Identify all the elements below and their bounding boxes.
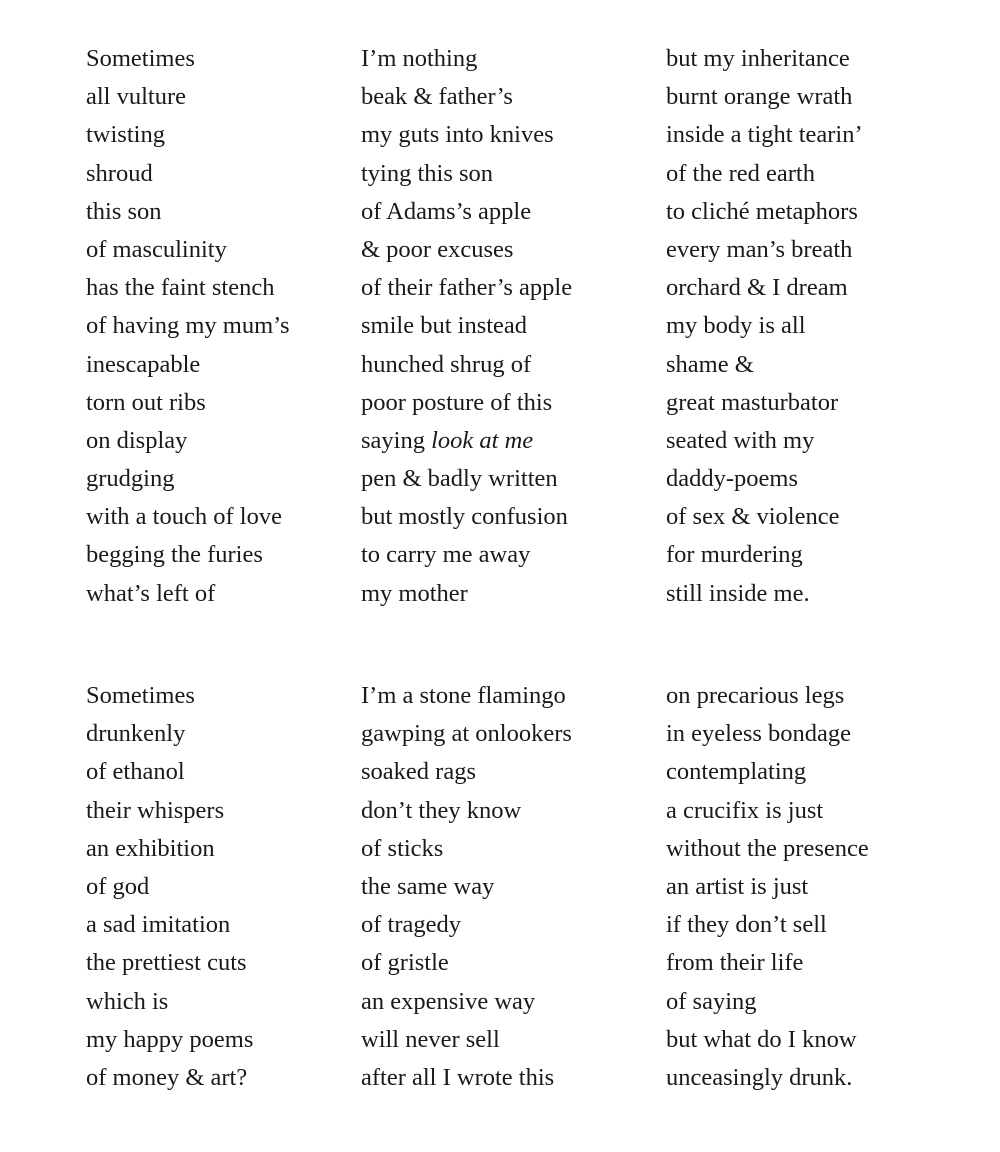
poem-line: an exhibition xyxy=(86,834,215,862)
poem-line: this son xyxy=(86,197,162,225)
poem-line: of tragedy xyxy=(361,911,461,939)
poem-line: all vulture xyxy=(86,83,187,111)
poem-line: on precarious legs xyxy=(666,682,845,709)
poem-line: my guts into knives xyxy=(361,121,554,149)
stanza-1-column-2 xyxy=(361,40,572,613)
poem-line: grudging xyxy=(86,465,175,493)
poem-line: hunched shrug of xyxy=(361,350,532,378)
poem-line: burnt orange wrath xyxy=(666,83,853,111)
poem-line: after all I wrote this xyxy=(361,1063,555,1091)
poem-line: but mostly confusion xyxy=(361,503,568,531)
poem-line: Sometimes xyxy=(86,45,195,72)
poem-line: my happy poems xyxy=(86,1025,254,1053)
poem-line: smile but instead xyxy=(361,312,528,340)
poem-line: contemplating xyxy=(666,758,807,786)
poem-line: from their life xyxy=(666,949,804,977)
poem-line: will never sell xyxy=(361,1025,500,1053)
poem-line: to cliché metaphors xyxy=(666,197,858,225)
stanza-1-column-3 xyxy=(666,40,863,613)
poem-line: the same way xyxy=(361,872,495,900)
poem-line: poor posture of this xyxy=(361,388,553,416)
poem-line: gawping at onlookers xyxy=(361,720,572,748)
poem-line: I’m a stone flamingo xyxy=(361,682,566,709)
poem-line: & poor excuses xyxy=(361,235,514,263)
poem-line: my mother xyxy=(361,579,468,607)
poem-line: soaked rags xyxy=(361,758,476,786)
poem-line: great masturbator xyxy=(666,388,839,416)
poem-line: of the red earth xyxy=(666,159,815,187)
poem-line: of god xyxy=(86,872,150,900)
poem-line: the prettiest cuts xyxy=(86,949,247,977)
poem-line-prefix: saying xyxy=(361,426,432,454)
poem-line: don’t they know xyxy=(361,796,522,824)
poem-line: which is xyxy=(86,987,169,1015)
poem-line: if they don’t sell xyxy=(666,911,827,939)
poem-line: without the presence xyxy=(666,834,869,862)
poem-line: tying this son xyxy=(361,159,494,187)
poem-line: shroud xyxy=(86,159,153,187)
poem-line: inside a tight tearin’ xyxy=(666,121,863,149)
poem-line: inescapable xyxy=(86,350,201,378)
poem-line: of sex & violence xyxy=(666,503,840,531)
poem-line: of money & art? xyxy=(86,1063,248,1091)
poem-line: unceasingly drunk. xyxy=(666,1063,853,1091)
poem-line: with a touch of love xyxy=(86,503,282,531)
poem-line: for murdering xyxy=(666,541,803,569)
poem-line: pen & badly written xyxy=(361,465,558,493)
poem-line: on display xyxy=(86,426,188,454)
poem-line: of having my mum’s xyxy=(86,312,290,340)
italic-phrase: look at me xyxy=(431,426,534,454)
poem-line: I’m nothing xyxy=(361,45,478,72)
poem-line: still inside me. xyxy=(666,579,810,607)
poem-line: twisting xyxy=(86,121,165,149)
poem-line: a crucifix is just xyxy=(666,796,824,824)
poem-line: daddy-poems xyxy=(666,465,798,493)
poem-line: orchard & I dream xyxy=(666,274,848,302)
poem-line: a sad imitation xyxy=(86,911,231,939)
poem-line: shame & xyxy=(666,350,754,378)
poem-line: torn out ribs xyxy=(86,388,206,416)
poem-line: drunkenly xyxy=(86,720,186,748)
poem-line: of gristle xyxy=(361,949,449,977)
poem-line: of ethanol xyxy=(86,758,185,786)
poem-line: seated with my xyxy=(666,426,815,454)
poem-line: every man’s breath xyxy=(666,235,853,263)
poem-line: beak & father’s xyxy=(361,83,513,111)
poem-line: but my inheritance xyxy=(666,45,850,72)
poem-line: what’s left of xyxy=(86,579,216,607)
poem-line: Sometimes xyxy=(86,682,195,709)
poem-line: of saying xyxy=(666,987,757,1015)
poem-line-with-italic xyxy=(361,422,572,460)
stanza-2-column-2 xyxy=(361,677,572,1097)
poem-line: an expensive way xyxy=(361,987,536,1015)
poem-line: in eyeless bondage xyxy=(666,720,852,748)
poem-line: of sticks xyxy=(361,834,444,862)
poem-line: of Adams’s apple xyxy=(361,197,532,225)
poem-line: of their father’s apple xyxy=(361,274,573,302)
poem-line: to carry me away xyxy=(361,541,531,569)
poem-line: has the faint stench xyxy=(86,274,275,302)
stanza-2-column-3 xyxy=(666,677,869,1097)
poem-line: but what do I know xyxy=(666,1025,857,1053)
poem-line: of masculinity xyxy=(86,235,227,263)
poem-line: their whispers xyxy=(86,796,225,824)
stanza-1-column-1 xyxy=(86,40,289,613)
poem-line: begging the furies xyxy=(86,541,263,569)
poem-line: an artist is just xyxy=(666,872,809,900)
stanza-2-column-1 xyxy=(86,677,253,1097)
poem-line: my body is all xyxy=(666,312,806,340)
